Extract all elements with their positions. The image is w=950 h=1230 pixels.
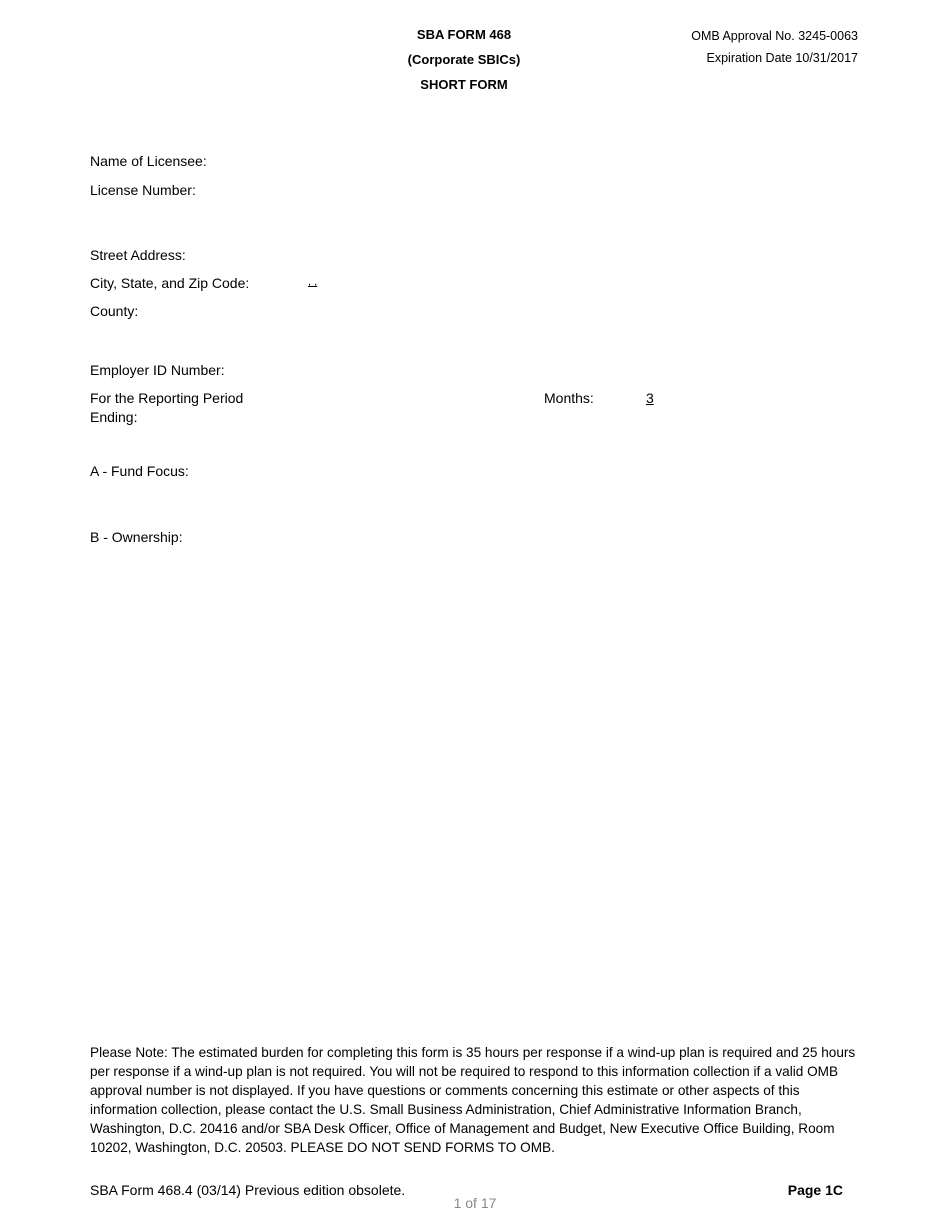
county-label: County: xyxy=(90,303,139,319)
street-address-label: Street Address: xyxy=(90,247,186,263)
months-value: 3 xyxy=(646,390,654,406)
form-subtitle: (Corporate SBICs) xyxy=(407,52,521,67)
burden-note: Please Note: The estimated burden for completing this form is 35 hours per response if a wind-up plan is required and 25 hours per response if a wind-up plan is not required. You will not be required to respond to this information collection if a valid OMB approval number is not displayed. If you have questions or comments concerning this estimate or other aspects of this information collection, please contact the U.S. Small Business Administration, Chief Administrative Information Branch, Washington, D.C. 20416 and/or SBA Desk Officer, Office of Management and Budget, New Executive Office Building, Room 10202, Washington, D.C. 20503. PLEASE DO NOT SEND FORMS TO OMB. xyxy=(90,1045,856,1155)
name-of-licensee-label: Name of Licensee: xyxy=(90,153,207,169)
form-edition: SBA Form 468.4 (03/14) Previous edition obsolete. xyxy=(90,1182,406,1198)
reporting-period-ending-label: Ending: xyxy=(90,409,138,425)
page-counter: 1 of 17 xyxy=(453,1195,497,1211)
page-label: Page 1C xyxy=(787,1182,843,1198)
expiration-date: Expiration Date 10/31/2017 xyxy=(706,51,858,65)
employer-id-label: Employer ID Number: xyxy=(90,362,225,378)
ownership-label: B - Ownership: xyxy=(90,529,183,545)
fund-focus-label: A - Fund Focus: xyxy=(90,463,189,479)
months-label: Months: xyxy=(544,390,594,406)
reporting-period-label: For the Reporting Period xyxy=(90,390,244,406)
form-type: SHORT FORM xyxy=(420,77,508,92)
city-state-zip-label: City, State, and Zip Code: xyxy=(90,275,250,291)
city-state-zip-value: , , xyxy=(308,276,318,288)
license-number-label: License Number: xyxy=(90,182,196,198)
form-title: SBA FORM 468 xyxy=(416,27,512,42)
omb-approval-number: OMB Approval No. 3245-0063 xyxy=(691,29,858,43)
